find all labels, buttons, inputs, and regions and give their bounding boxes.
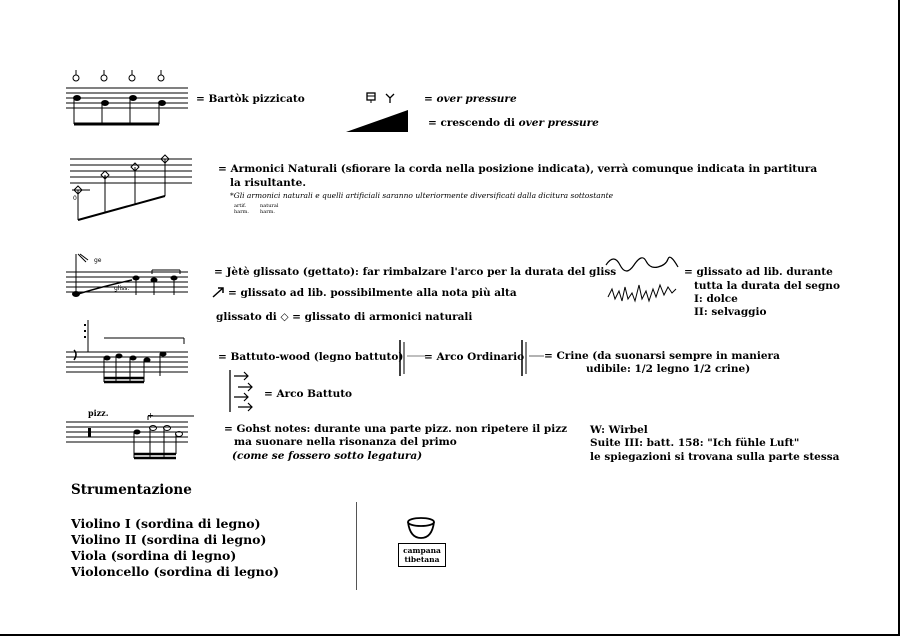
svg-text:gliss.: gliss. (114, 285, 130, 292)
artificial-harmonic-label-2: harm. (234, 209, 249, 215)
glissato-armonici-label: glissato di ◇ = glissato di armonici naturali (216, 311, 473, 323)
ghost-notes-line2: ma suonare nella risonanza del primo (234, 436, 457, 448)
wirbel-line2: Suite III: batt. 158: "Ich fühle Luft" (590, 437, 800, 449)
ghost-notes-line3: (come se fossero sotto legatura) (232, 450, 423, 462)
arco-battuto-symbol (228, 370, 262, 414)
instrument-item: Violoncello (sordina di legno) (71, 564, 280, 579)
wirbel-line3: le spiegazioni si trovana sulla parte stessa (590, 451, 840, 463)
armonici-footnote: *Gli armonici naturali e quelli artificiali saranno ulteriormente diversificati dalla dicitura sottostante (230, 191, 614, 200)
glissato-arrow-icon (212, 286, 226, 298)
campana-tibetana-box (398, 543, 446, 567)
over-pressure-symbol (366, 92, 406, 106)
natural-harmonic-label-2: harm. (260, 209, 275, 215)
svg-text:+: + (147, 411, 154, 420)
battuto-notation (64, 318, 194, 388)
glissato-durante-line2: tutta la durata del segno (694, 280, 840, 292)
instrument-list (71, 516, 279, 580)
armonici-notation (70, 154, 200, 224)
bartok-pizzicato-notation (64, 70, 194, 130)
tibetan-bowl-icon (404, 516, 438, 540)
glissato-wave-symbols (606, 255, 686, 311)
bartok-pizzicato-label: = Bartòk pizzicato (196, 93, 305, 105)
armonici-label-line2: la risultante. (230, 177, 306, 189)
jete-glissato-notation (64, 250, 194, 302)
crescendo-wedge (346, 110, 410, 134)
wirbel-line1: W: Wirbel (590, 424, 648, 436)
glissato-durante-line4: II: selvaggio (694, 306, 767, 318)
arco-battuto-label: = Arco Battuto (264, 388, 353, 400)
arco-ordinario-label: = Arco Ordinario (424, 351, 525, 363)
ghost-notes-line1: = Gohst notes: durante una parte pizz. non ripetere il pizz (224, 423, 568, 435)
section-divider (356, 502, 357, 590)
armonici-label-line1: = Armonici Naturali (sfiorare la corda nella posizione indicata), verrà comunque indicata in partitura (218, 163, 818, 175)
instrument-item: Viola (sordina di legno) (71, 548, 237, 563)
ghost-notes-notation (64, 410, 194, 466)
instrument-item: Violino II (sordina di legno) (71, 532, 267, 547)
glissato-durante-line3: I: dolce (694, 293, 738, 305)
jete-glissato-label: = Jètè glissato (gettato): far rimbalzare l'arco per la durata del gliss (214, 266, 617, 278)
over-pressure-label: = over pressure (424, 93, 517, 105)
artificial-harmonic-label-1: artif. (234, 203, 247, 209)
crine-label-line2: udibile: 1/2 legno 1/2 crine) (586, 363, 751, 375)
campana-label: campana tibetana (403, 546, 441, 564)
svg-text:ge: ge (94, 257, 102, 264)
crine-label-line1: = Crine (da suonarsi sempre in maniera (544, 350, 780, 362)
glissato-lib-label: = glissato ad lib. possibilmente alla nota più alta (228, 287, 517, 299)
pizz-marking: pizz. (88, 408, 109, 418)
battuto-wood-label: = Battuto-wood (legno battuto) (218, 351, 404, 363)
glissato-durante-line1: = glissato ad lib. durante (684, 266, 833, 278)
crescendo-label: = crescendo di over pressure (428, 117, 599, 129)
instrument-item: Violino I (sordina di legno) (71, 516, 261, 531)
natural-harmonic-label-1: natural (260, 203, 279, 209)
strumentazione-heading: Strumentazione (71, 482, 192, 498)
svg-text:0: 0 (73, 195, 77, 202)
